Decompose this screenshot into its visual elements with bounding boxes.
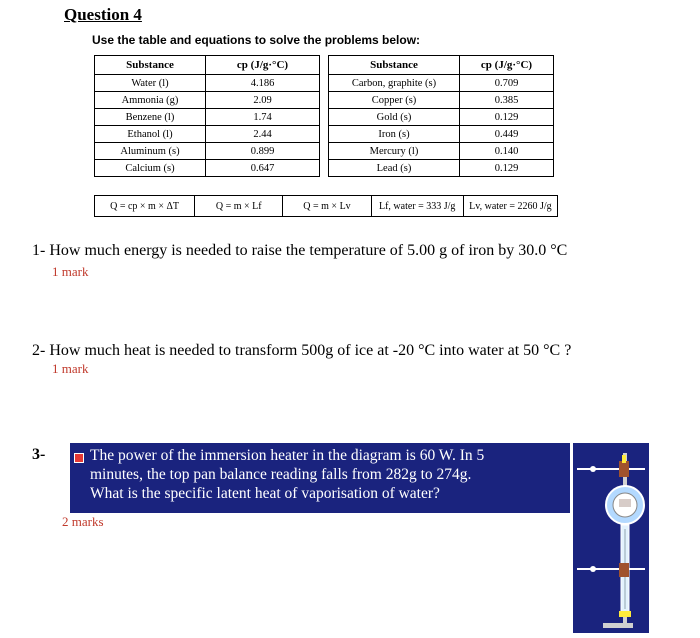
- substance-cell: Mercury (l): [329, 143, 460, 160]
- substance-cell: Carbon, graphite (s): [329, 75, 460, 92]
- instructions: Use the table and equations to solve the problems below:: [92, 33, 421, 47]
- table-header-cp: cp (J/g·°C): [206, 56, 320, 75]
- question-2-text: 2- How much heat is needed to transform 500g of ice at -20 °C into water at 50 °C ?: [32, 342, 572, 359]
- question-1-text: 1- How much energy is needed to raise the temperature of 5.00 g of iron by 30.0 °C: [32, 242, 568, 259]
- equation-fusion: Q = m × Lf: [195, 196, 283, 216]
- table-row: [329, 126, 554, 143]
- cp-cell: 0.709: [460, 75, 554, 92]
- table-row: [95, 126, 320, 143]
- question-3-line-1: The power of the immersion heater in the diagram is 60 W. In 5: [90, 447, 485, 464]
- table-header-row: [329, 56, 554, 75]
- question-3-number: 3-: [32, 446, 46, 463]
- question-3-text: [90, 446, 560, 503]
- question-3-mark: 2 marks: [62, 514, 104, 529]
- immersion-heater-apparatus-icon: [573, 443, 649, 633]
- table-row: [329, 143, 554, 160]
- equations-row: [94, 195, 558, 217]
- cp-cell: 0.449: [460, 126, 554, 143]
- table-row: [95, 143, 320, 160]
- equation-vaporisation: Q = m × Lv: [283, 196, 371, 216]
- immersion-heater-diagram: [573, 443, 649, 633]
- table-row: [95, 109, 320, 126]
- substance-cell: Aluminum (s): [95, 143, 206, 160]
- substance-cell: Lead (s): [329, 160, 460, 177]
- table-row: [329, 92, 554, 109]
- equation-sensible-heat: Q = cp × m × ΔT: [95, 196, 195, 216]
- cp-cell: 4.186: [206, 75, 320, 92]
- cp-cell: 0.129: [460, 160, 554, 177]
- cp-cell: 2.44: [206, 126, 320, 143]
- table-header-substance: Substance: [95, 56, 206, 75]
- question-2-mark: 1 mark: [52, 361, 89, 376]
- latent-heat-vaporisation-water: Lv, water = 2260 J/g: [469, 200, 552, 212]
- specific-heat-table-right: [328, 55, 554, 177]
- substance-cell: Iron (s): [329, 126, 460, 143]
- table-header-cp: cp (J/g·°C): [460, 56, 554, 75]
- table-row: [95, 160, 320, 177]
- page-title: Question 4: [64, 5, 142, 24]
- substance-cell: Calcium (s): [95, 160, 206, 177]
- substance-cell: Gold (s): [329, 109, 460, 126]
- question-1-mark: 1 mark: [52, 264, 89, 279]
- cp-cell: 2.09: [206, 92, 320, 109]
- substance-cell: Ammonia (g): [95, 92, 206, 109]
- table-row: [329, 160, 554, 177]
- cp-cell: 1.74: [206, 109, 320, 126]
- cp-cell: 0.385: [460, 92, 554, 109]
- table-row: [95, 92, 320, 109]
- table-row: [95, 75, 320, 92]
- substance-cell: Benzene (l): [95, 109, 206, 126]
- specific-heat-table-left: [94, 55, 320, 177]
- latent-heat-fusion-water: Lf, water = 333 J/g: [372, 196, 464, 216]
- question-3-line-2: minutes, the top pan balance reading falls from 282g to 274g.: [90, 466, 472, 483]
- substance-cell: Copper (s): [329, 92, 460, 109]
- cp-cell: 0.899: [206, 143, 320, 160]
- cp-cell: 0.647: [206, 160, 320, 177]
- question-3-line-3: What is the specific latent heat of vaporisation of water?: [90, 485, 440, 502]
- table-row: [329, 75, 554, 92]
- substance-cell: Water (l): [95, 75, 206, 92]
- table-header-row: [95, 56, 320, 75]
- bullet-icon: [74, 453, 84, 463]
- table-row: [329, 109, 554, 126]
- substance-cell: Ethanol (l): [95, 126, 206, 143]
- table-header-substance: Substance: [329, 56, 460, 75]
- cp-cell: 0.129: [460, 109, 554, 126]
- cp-cell: 0.140: [460, 143, 554, 160]
